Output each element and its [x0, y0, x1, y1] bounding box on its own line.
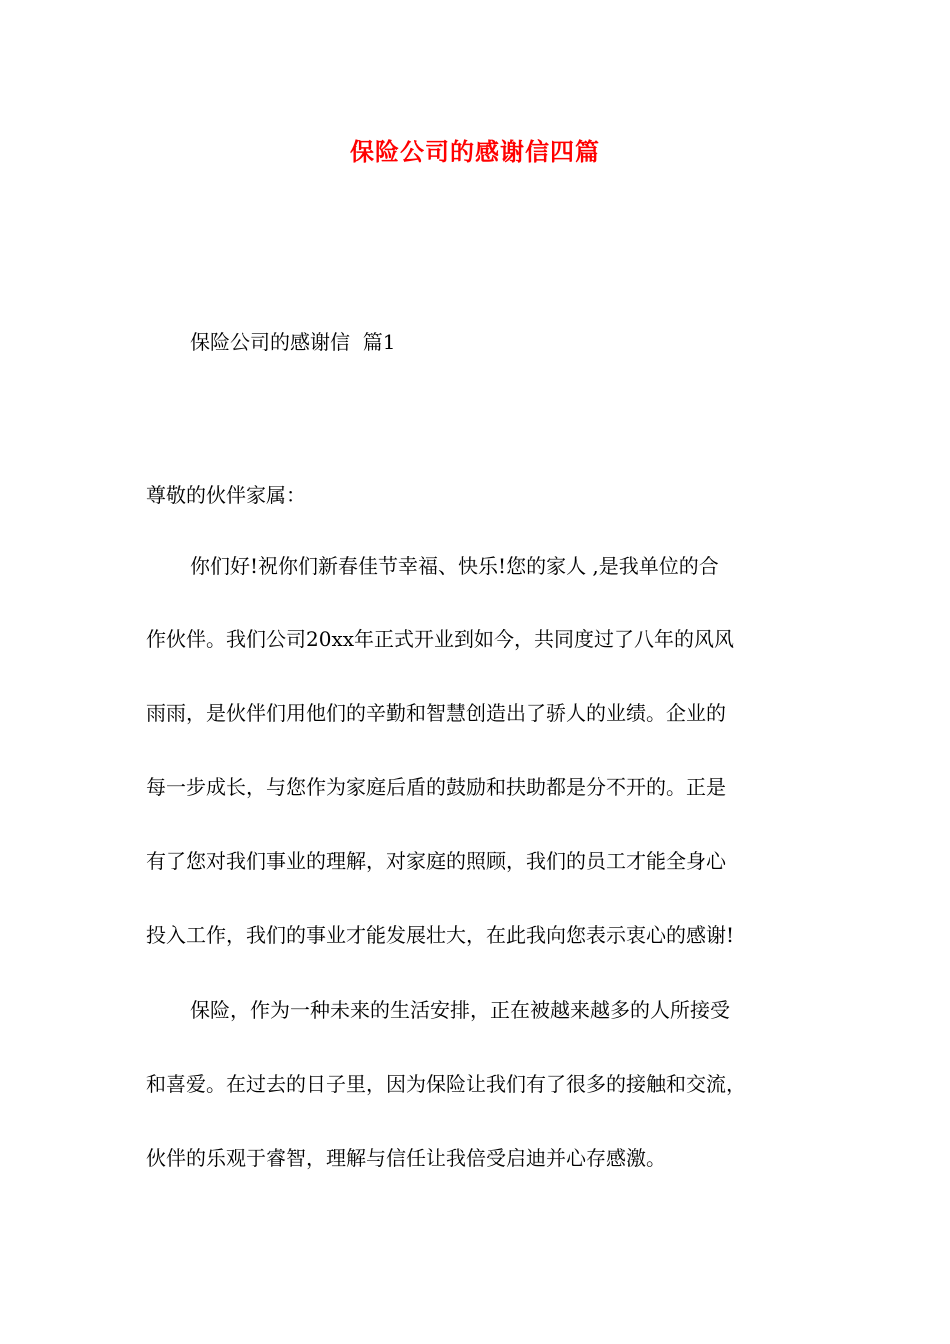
- paragraph-line: 保险，作为一种未来的生活安排，正在被越来越多的人所接受: [190, 998, 730, 1022]
- paragraph-line: 和喜爱。在过去的日子里，因为保险让我们有了很多的接触和交流，: [146, 1072, 746, 1096]
- paragraph-line: 你们好!祝你们新春佳节幸福、快乐!您的家人 ,是我单位的合: [190, 554, 719, 578]
- document-title: 保险公司的感谢信四篇: [350, 138, 600, 166]
- paragraph-line: 雨雨，是伙伴们用他们的辛勤和智慧创造出了骄人的业绩。企业的: [146, 701, 726, 725]
- paragraph-line: 投入工作，我们的事业才能发展壮大，在此我向您表示衷心的感谢!: [146, 923, 735, 947]
- salutation: 尊敬的伙伴家属：: [146, 483, 306, 507]
- paragraph-line: 有了您对我们事业的理解，对家庭的照顾，我们的员工才能全身心: [146, 849, 726, 873]
- paragraph-line: 伙伴的乐观于睿智，理解与信任让我倍受启迪并心存感激。: [146, 1146, 666, 1170]
- paragraph-line: 作伙伴。我们公司20xx年正式开业到如今，共同度过了八年的风风: [146, 627, 735, 651]
- paragraph-line: 每一步成长，与您作为家庭后盾的鼓励和扶助都是分不开的。正是: [146, 775, 726, 799]
- section-heading: 保险公司的感谢信 篇1: [190, 330, 396, 354]
